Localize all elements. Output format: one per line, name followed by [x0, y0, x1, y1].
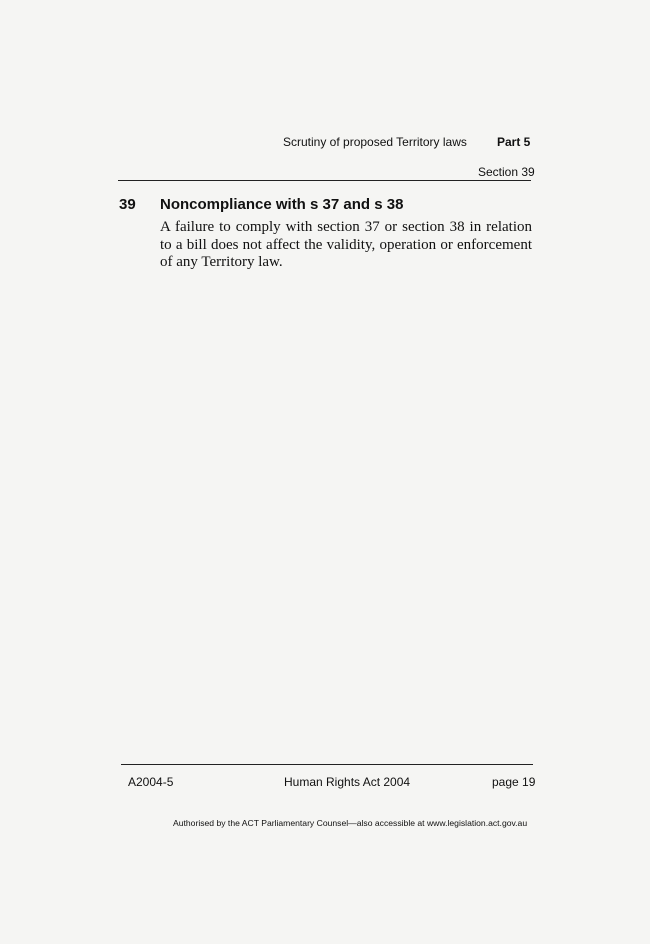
footer-rule [121, 764, 533, 765]
header-rule [118, 180, 531, 181]
section-number: 39 [119, 196, 136, 213]
footer-page-number: page 19 [492, 775, 536, 789]
header-part-label: Part 5 [497, 135, 531, 149]
section-title: Noncompliance with s 37 and s 38 [160, 196, 404, 213]
header-part-title: Scrutiny of proposed Territory laws [283, 135, 467, 149]
authorised-notice: Authorised by the ACT Parliamentary Counsel—also accessible at www.legislation.act.gov.au [173, 818, 528, 828]
header-section-label: Section 39 [478, 165, 535, 179]
footer-act-name: Human Rights Act 2004 [284, 775, 411, 789]
footer-act-id: A2004-5 [128, 775, 174, 789]
section-body: A failure to comply with section 37 or section 38 in relation to a bill does not affect the validity, operation or enforcement of any Territory law. [160, 219, 532, 270]
